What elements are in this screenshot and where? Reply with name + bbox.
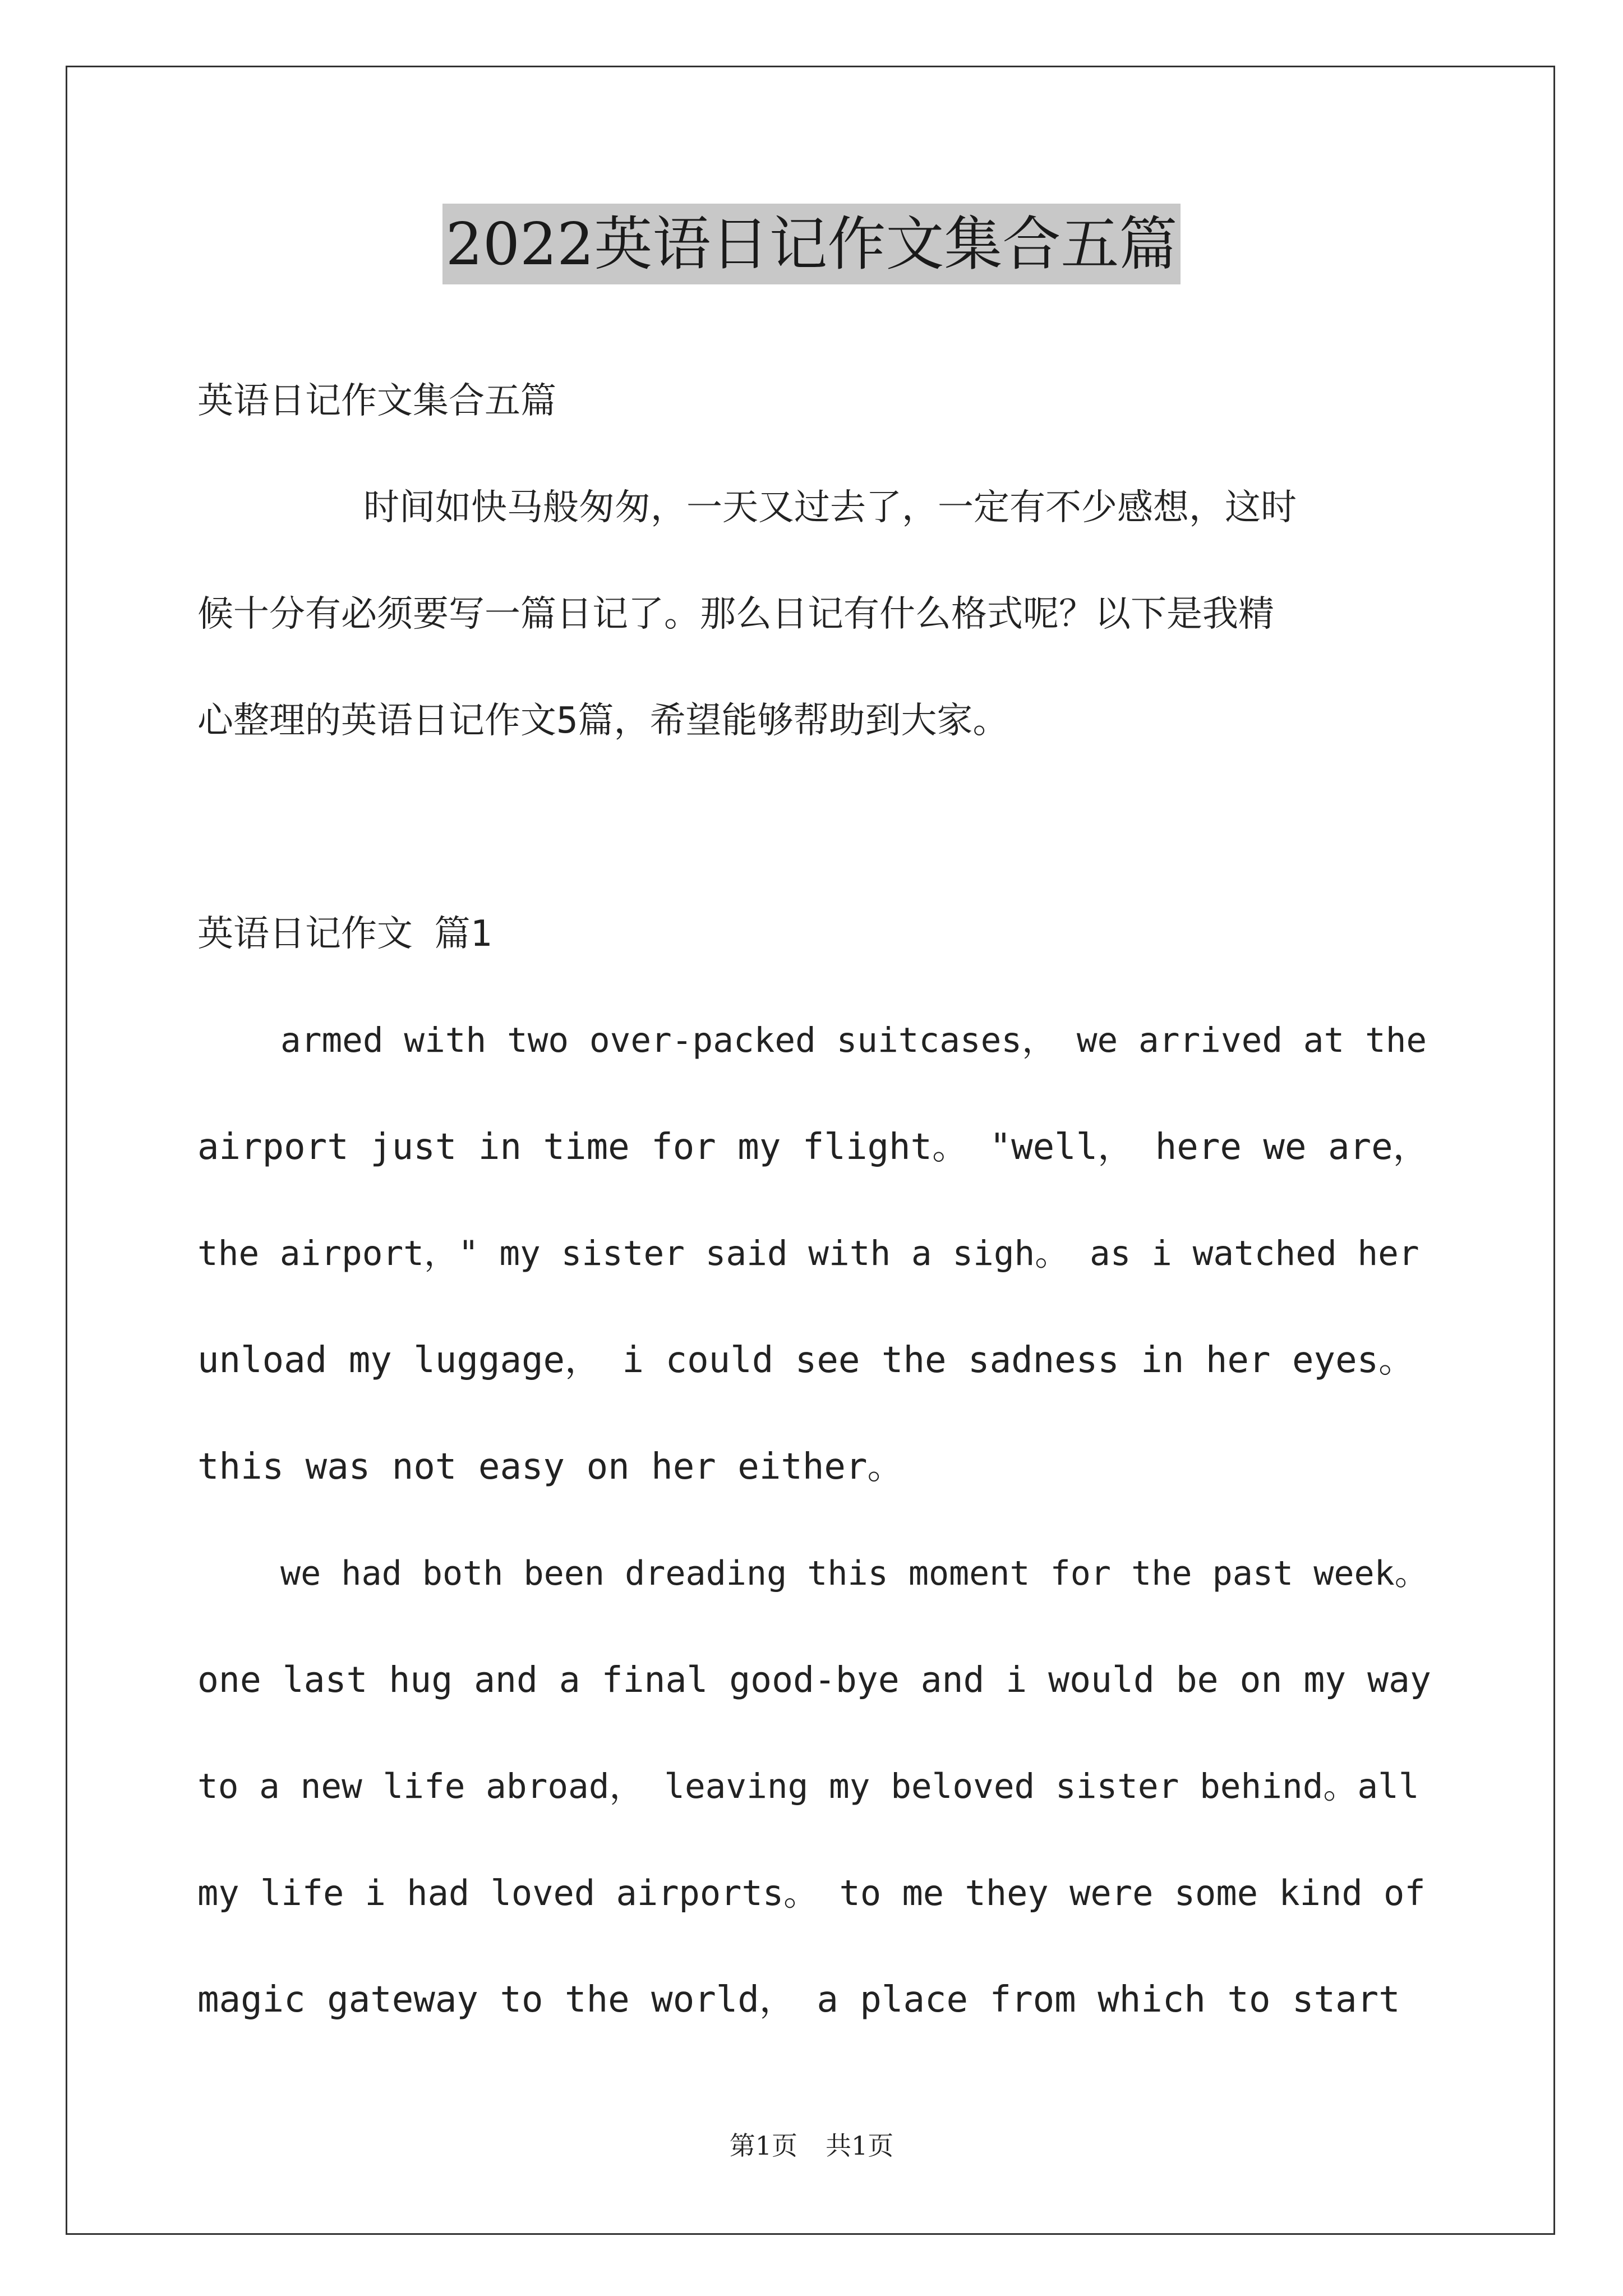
document-subtitle: 英语日记作文集合五篇 — [197, 380, 556, 422]
section-heading: 英语日记作文 篇1 — [197, 913, 492, 955]
intro-line: 候十分有必须要写一篇日记了。那么日记有什么格式呢？以下是我精 — [197, 593, 1274, 635]
page-footer — [0, 2129, 1623, 2162]
paragraph2-line: we had both been dreading this moment for the past week。 — [280, 1554, 1428, 1593]
paragraph1-line: armed with two over-packed suitcases， we arrived at the — [280, 1020, 1427, 1060]
document-body — [197, 348, 1431, 2053]
paragraph2-line: my life i had loved airports。 to me they were some kind of — [197, 1872, 1426, 1913]
title-container — [0, 204, 1623, 284]
paragraph2-line: magic gateway to the world， a place from which to start — [197, 1979, 1400, 2021]
intro-line: 时间如快马般匆匆，一天又过去了，一定有不少感想，这时 — [363, 487, 1297, 528]
paragraph-gap — [197, 774, 1431, 881]
paragraph2-line: one last hug and a final good-bye and i would be on my way — [197, 1659, 1431, 1700]
paragraph1-line: airport just in time for my flight。 "well， here we are， — [197, 1126, 1429, 1168]
page-total: 共1页 — [826, 2131, 894, 2161]
page-number: 第1页 — [729, 2131, 797, 2161]
paragraph1-line: this was not easy on her either。 — [197, 1446, 903, 1488]
paragraph1-line: the airport，" my sister said with a sigh。 as i watched her — [197, 1234, 1419, 1273]
intro-line: 心整理的英语日记作文5篇，希望能够帮助到大家。 — [197, 700, 1009, 742]
paragraph1-line: unload my luggage， i could see the sadness in her eyes。 — [197, 1340, 1415, 1381]
paragraph2-line: to a new life abroad， leaving my beloved sister behind。all — [197, 1766, 1419, 1806]
document-title: 2022英语日记作文集合五篇 — [442, 204, 1181, 284]
